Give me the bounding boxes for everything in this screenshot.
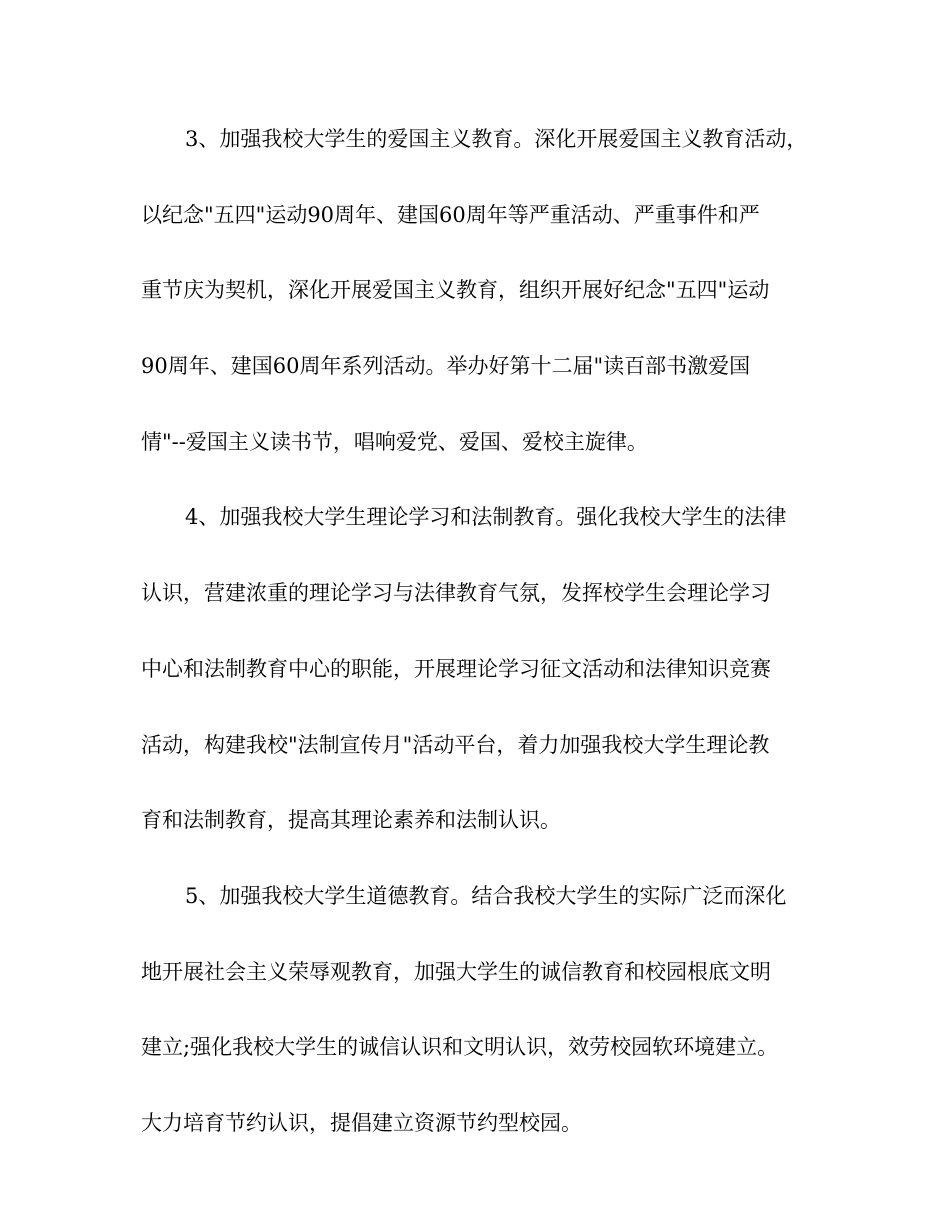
paragraph-4-line-1: 4、加强我校大学生理论学习和法制教育。强化我校大学生的法律 [185,505,787,530]
paragraph-4-line-2: 认识，营建浓重的理论学习与法律教育气氛，发挥校学生会理论学习 [141,581,771,606]
body-text [141,124,831,1184]
paragraph-4-line-3: 中心和法制教育中心的职能，开展理论学习征文活动和法律知识竞赛 [141,656,771,681]
paragraph-3-line-2: 以纪念"五四"运动90周年、建国60周年等严重活动、严重事件和严 [141,202,760,227]
paragraph-5-line-3: 建立;强化我校大学生的诚信认识和文明认识，效劳校园软环境建立。 [141,1035,779,1060]
paragraph-5-line-4: 大力培育节约认识，提倡建立资源节约型校园。 [141,1110,582,1135]
paragraph-3-line-5: 情"--爱国主义读书节，唱响爱党、爱国、爱校主旋律。 [141,429,648,454]
paragraph-5-line-2: 地开展社会主义荣辱观教育，加强大学生的诚信教育和校园根底文明 [141,959,771,984]
paragraph-5-line-1: 5、加强我校大学生道德教育。结合我校大学生的实际广泛而深化 [185,883,787,908]
paragraph-4-line-4: 活动，构建我校"法制宣传月"活动平台，着力加强我校大学生理论教 [141,732,770,757]
paragraph-3-line-4: 90周年、建国60周年系列活动。举办好第十二届"读百部书激爱国 [141,354,751,379]
paragraph-3-line-3: 重节庆为契机，深化开展爱国主义教育，组织开展好纪念"五四"运动 [141,278,770,303]
paragraph-3-line-1: 3、加强我校大学生的爱国主义教育。深化开展爱国主义教育活动， [185,127,808,151]
paragraph-4-line-5: 育和法制教育，提高其理论素养和法制认识。 [141,808,561,833]
